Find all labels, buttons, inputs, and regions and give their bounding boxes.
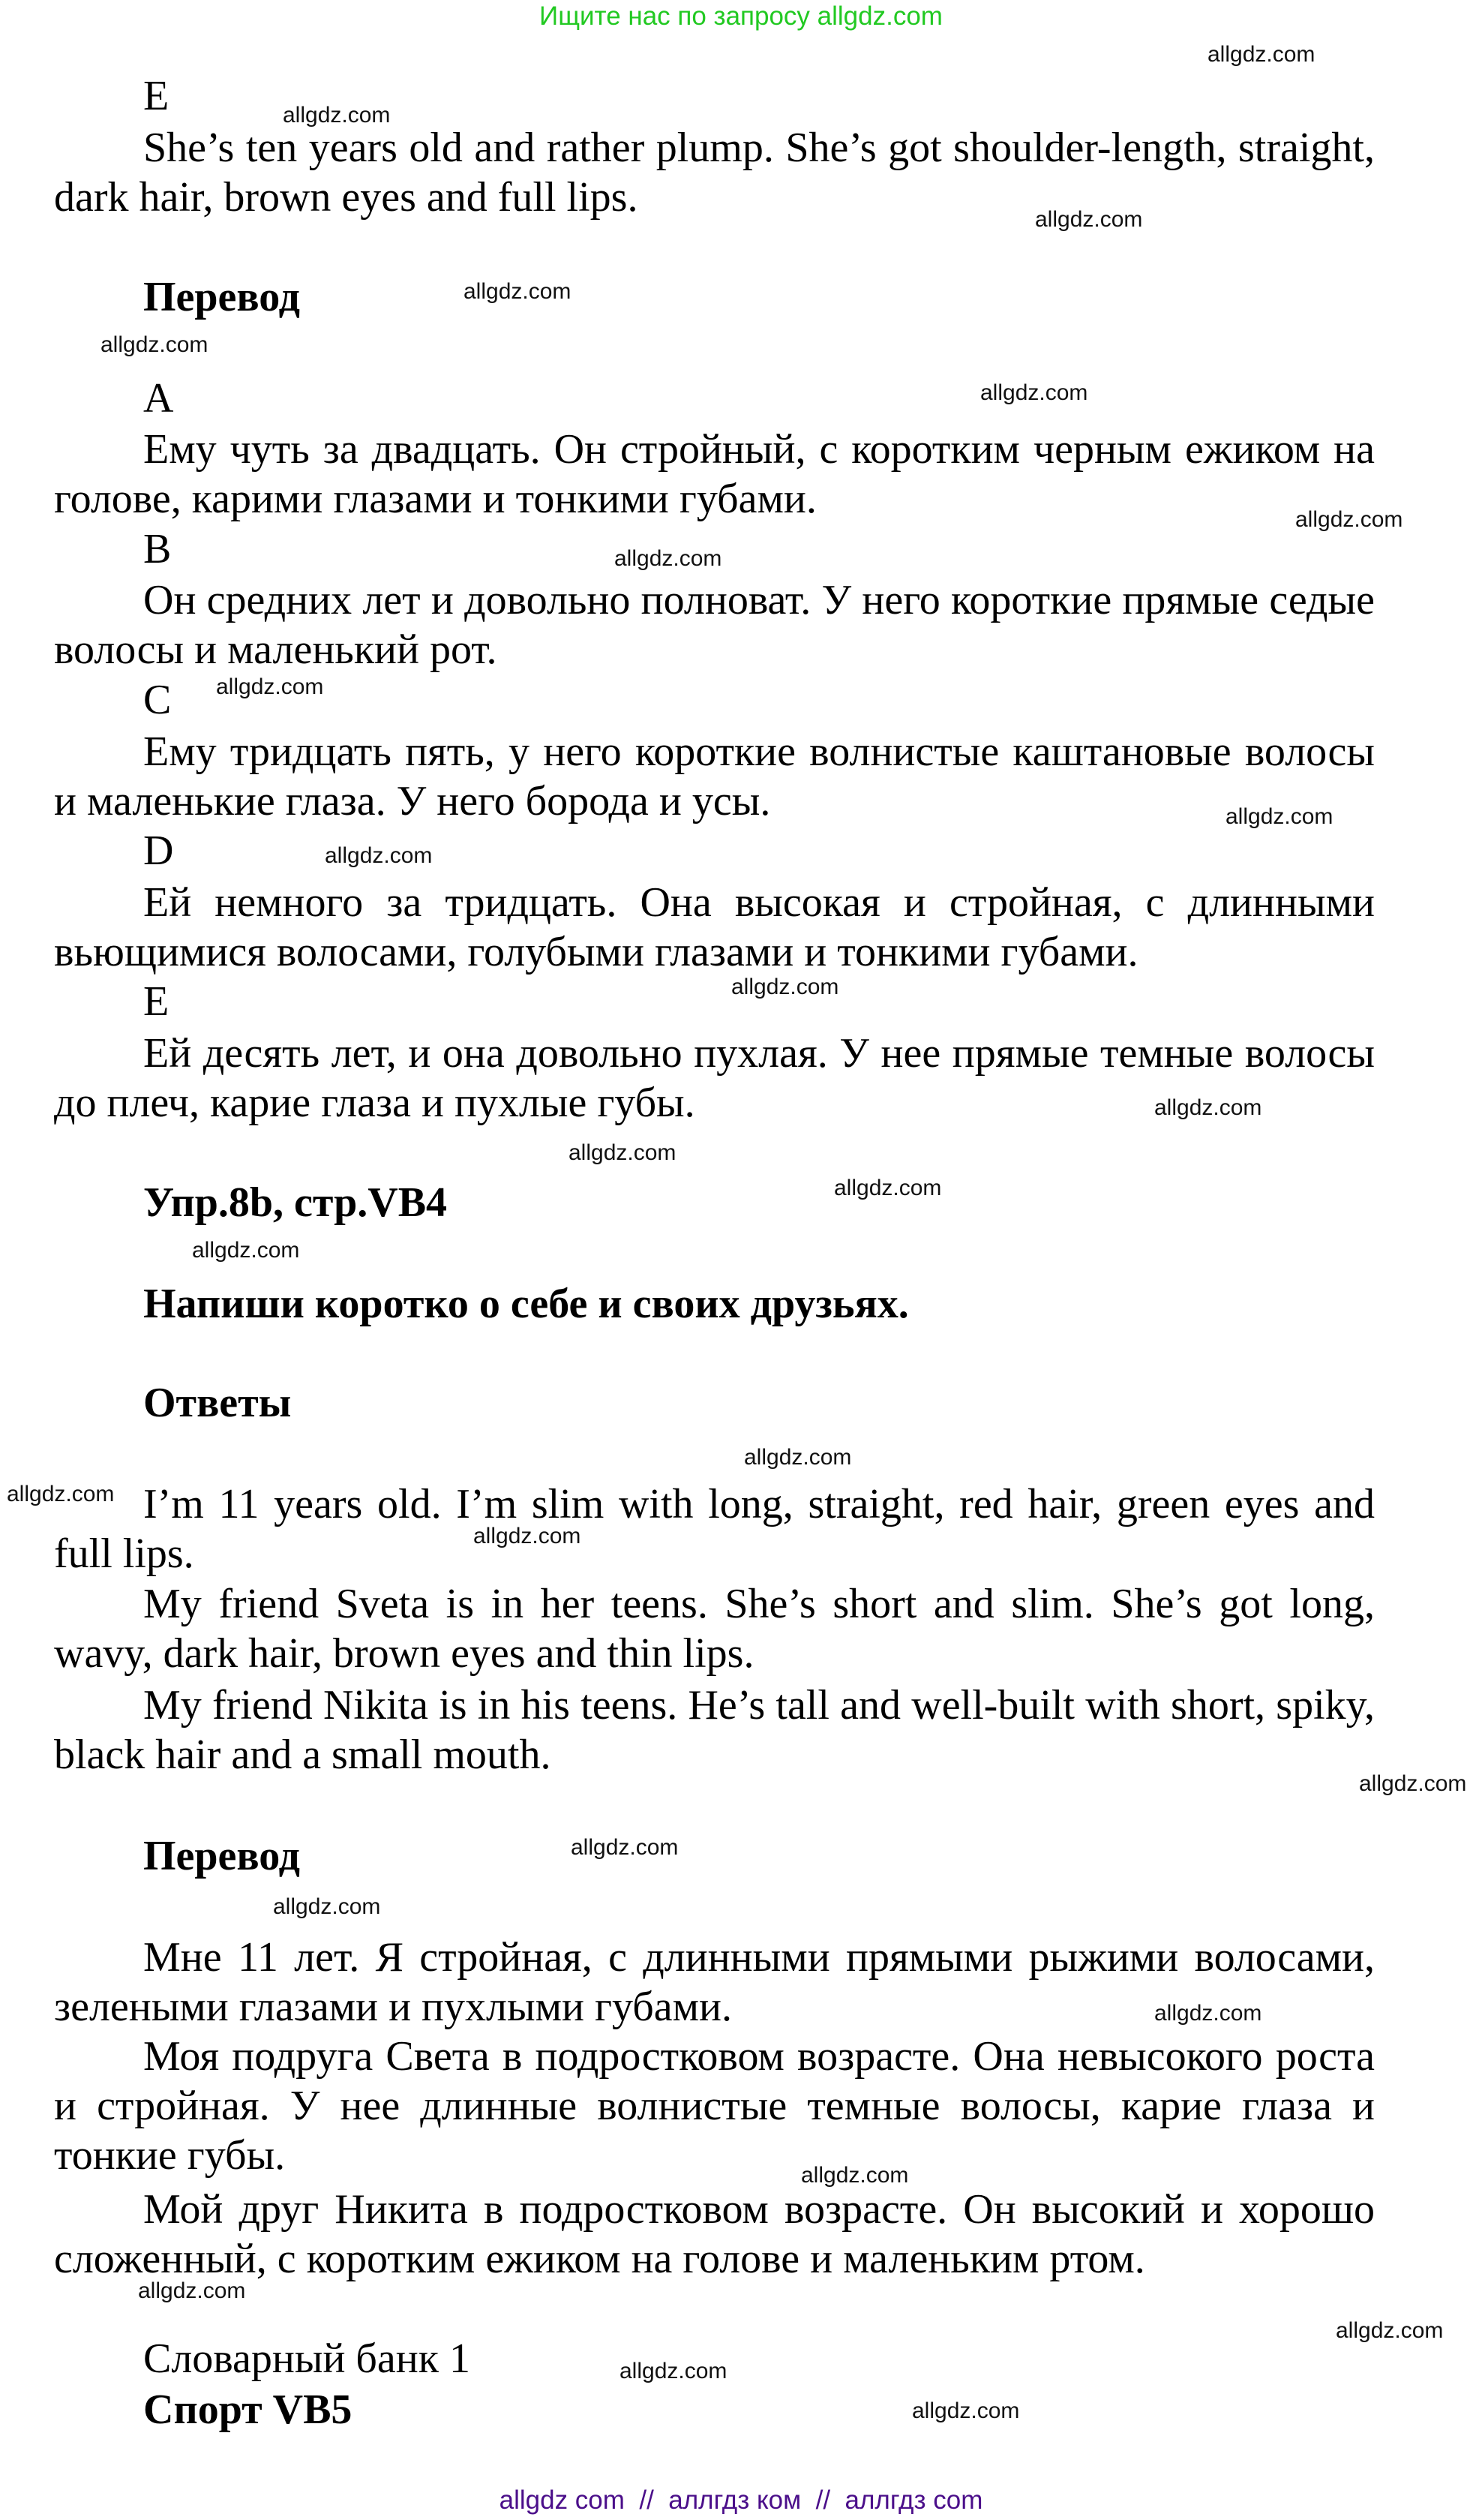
search-hint-banner[interactable]: Ищите нас по запросу allgdz.com: [539, 2, 943, 31]
watermark: allgdz.com: [571, 1835, 679, 1860]
paragraph-label: B: [143, 526, 172, 572]
description-text: She’s ten years old and rather plump. She’s got shoulder-length, straight, dark hair, brown eyes and full lips.: [54, 125, 1375, 221]
watermark: allgdz.com: [1208, 42, 1316, 67]
watermark: allgdz.com: [325, 843, 433, 868]
watermark: allgdz.com: [100, 332, 208, 357]
watermark: allgdz.com: [731, 975, 839, 999]
watermark: allgdz.com: [1295, 507, 1403, 532]
watermark: allgdz.com: [801, 2163, 909, 2188]
paragraph-label: A: [143, 375, 174, 422]
watermark: allgdz.com: [744, 1445, 852, 1470]
translation-text: Ей немного за тридцать. Она высокая и стройная, с длинными вьющимися волосами, голубыми глазами и тонкими губами.: [54, 879, 1375, 975]
translation-text: Мой друг Никита в подростковом возрасте. Он высокий и хорошо сложенный, с коротким ежиком на голове и маленьким ртом.: [54, 2186, 1375, 2282]
answers-heading: Ответы: [143, 1380, 292, 1426]
task-heading: Напиши коротко о себе и своих друзьях.: [143, 1281, 909, 1327]
translation-text: Ей десять лет, и она довольно пухлая. У нее прямые темные волосы до плеч, карие глаза и пухлые губы.: [54, 1030, 1375, 1126]
exercise-heading: Упр.8b, стр.VB4: [143, 1179, 448, 1226]
watermark: allgdz.com: [1154, 2001, 1262, 2026]
watermark: allgdz.com: [834, 1176, 942, 1200]
watermark: allgdz.com: [1336, 2318, 1444, 2343]
watermark: allgdz.com: [1154, 1095, 1262, 1120]
watermark: allgdz.com: [1035, 207, 1143, 232]
paragraph-label: E: [143, 73, 170, 119]
watermark: allgdz.com: [273, 1894, 381, 1919]
answer-text: My friend Nikita is in his teens. He’s tall and well-built with short, spiky, black hair and a small mouth.: [54, 1682, 1375, 1778]
topic-heading: Спорт VB5: [143, 2386, 352, 2433]
translation-text: Мне 11 лет. Я стройная, с длинными прямыми рыжими волосами, зелеными глазами и пухлыми губами.: [54, 1934, 1375, 2030]
watermark: allgdz.com: [192, 1238, 300, 1263]
translation-text: Моя подруга Света в подростковом возрасте. Она невысокого роста и стройная. У нее длинные волнистые темные волосы, карие глаза и тонкие губы.: [54, 2033, 1375, 2179]
watermark: allgdz.com: [912, 2398, 1020, 2423]
watermark: allgdz.com: [216, 674, 324, 699]
paragraph-label: C: [143, 677, 172, 723]
watermark: allgdz.com: [614, 546, 722, 571]
footer-links[interactable]: allgdz com // аллгдз ком // аллгдз com: [499, 2485, 983, 2515]
translation-text: Ему чуть за двадцать. Он стройный, с коротким черным ежиком на голове, карими глазами и тонкими губами.: [54, 426, 1375, 522]
watermark: allgdz.com: [980, 380, 1088, 405]
vocab-bank-link[interactable]: Словарный банк 1: [143, 2335, 470, 2382]
paragraph-label: D: [143, 827, 174, 874]
answer-text: My friend Sveta is in her teens. She’s short and slim. She’s got long, wavy, dark hair, brown eyes and thin lips.: [54, 1581, 1375, 1677]
watermark: allgdz.com: [568, 1140, 676, 1165]
watermark: allgdz.com: [138, 2278, 246, 2303]
watermark: allgdz.com: [464, 279, 572, 304]
translation-text: Ему тридцать пять, у него короткие волнистые каштановые волосы и маленькие глаза. У него борода и усы.: [54, 728, 1375, 824]
watermark: allgdz.com: [7, 1482, 115, 1506]
watermark: allgdz.com: [1226, 804, 1334, 829]
translation-heading: Перевод: [143, 1833, 300, 1879]
translation-heading: Перевод: [143, 274, 300, 320]
watermark: allgdz.com: [473, 1524, 581, 1548]
paragraph-label: E: [143, 978, 170, 1025]
answer-text: I’m 11 years old. I’m slim with long, straight, red hair, green eyes and full lips.: [54, 1481, 1375, 1577]
translation-text: Он средних лет и довольно полноват. У него короткие прямые седые волосы и маленький рот.: [54, 577, 1375, 673]
watermark: allgdz.com: [1359, 1771, 1467, 1796]
watermark: allgdz.com: [620, 2359, 728, 2383]
watermark: allgdz.com: [283, 103, 391, 128]
